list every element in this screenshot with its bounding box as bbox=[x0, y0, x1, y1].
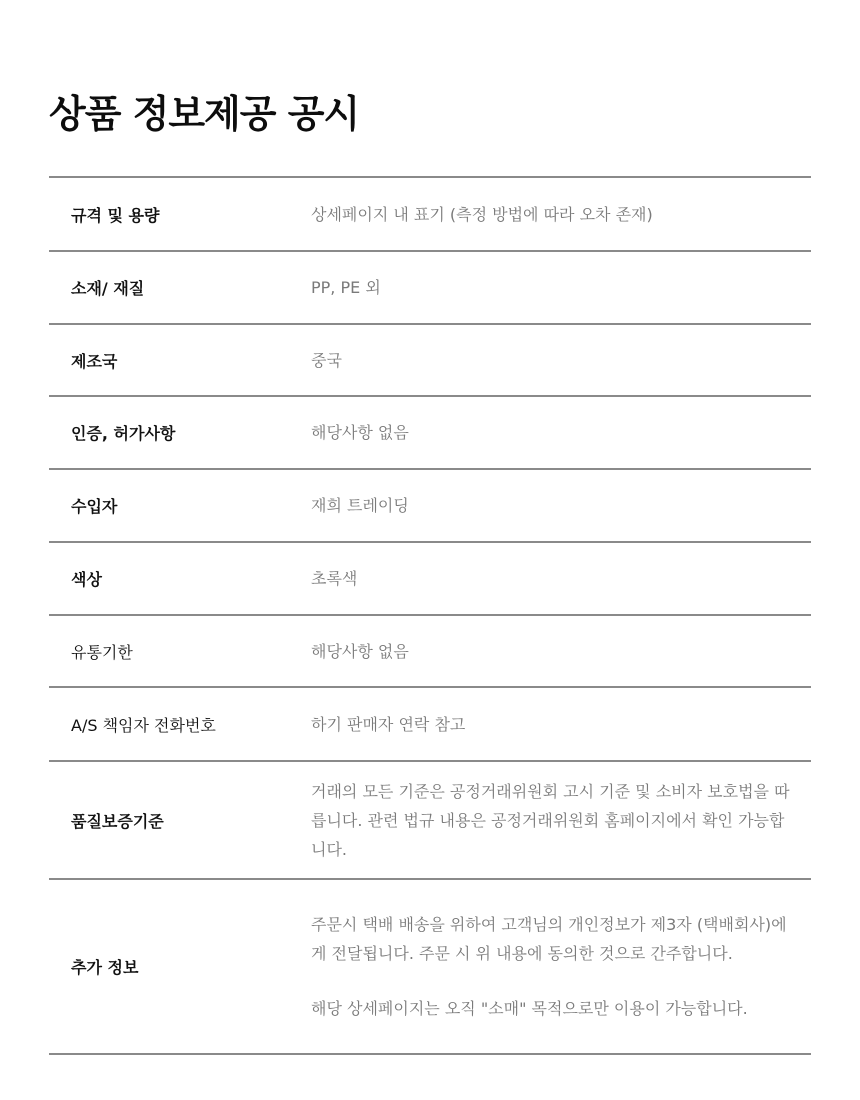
row-value: 해당사항 없음 bbox=[311, 423, 409, 442]
row-label: 규격 및 용량 bbox=[71, 205, 160, 225]
table-row-quality-standard bbox=[49, 762, 811, 880]
row-label: 색상 bbox=[71, 570, 102, 589]
table-row-material bbox=[49, 252, 811, 325]
table-row-expiry bbox=[49, 616, 811, 688]
notice-text: 해당 상세페이지는 오직 "소매" 목적으로만 이용이 가능합니다. bbox=[311, 999, 748, 1018]
row-value: PP, PE 외 bbox=[311, 278, 381, 297]
row-label: 유통기한 bbox=[71, 642, 133, 662]
row-label: 소재/ 재질 bbox=[71, 279, 145, 298]
table-row-importer bbox=[49, 470, 811, 543]
row-value: 초록색 bbox=[311, 569, 358, 588]
row-label: 수입자 bbox=[71, 497, 118, 516]
table-row-additional-info bbox=[49, 880, 811, 1055]
row-value: 해당사항 없음 bbox=[311, 641, 409, 661]
row-value: 거래의 모든 기준은 공정거래위원회 고시 기준 및 소비자 보호법을 따릅니다. 관련 법규 내용은 공정거래위원회 홈페이지에서 확인 가능합니다. bbox=[311, 781, 790, 859]
page-title: 상품 정보제공 공시 bbox=[49, 92, 360, 136]
row-value: 상세페이지 내 표기 (측정 방법에 따라 오차 존재) bbox=[311, 204, 653, 224]
row-label: 인증, 허가사항 bbox=[71, 424, 176, 443]
info-table bbox=[49, 176, 811, 1055]
notice-text: 주문시 택배 배송을 위하여 고객님의 개인정보가 제3자 (택배회사)에게 전달됩니다. 주문 시 위 내용에 동의한 것으로 간주합니다. bbox=[311, 915, 787, 963]
row-value: 재희 트레이딩 bbox=[311, 496, 409, 515]
table-row-as-contact bbox=[49, 688, 811, 762]
row-value: 중국 bbox=[311, 350, 342, 370]
row-label: 제조국 bbox=[71, 351, 118, 371]
row-label: 추가 정보 bbox=[71, 958, 139, 977]
table-row-size bbox=[49, 178, 811, 252]
row-label: 품질보증기준 bbox=[71, 811, 164, 831]
row-value bbox=[311, 910, 811, 1023]
table-row-color bbox=[49, 543, 811, 616]
row-label: A/S 책임자 전화번호 bbox=[71, 715, 216, 735]
table-row-certification bbox=[49, 397, 811, 470]
table-row-origin bbox=[49, 325, 811, 397]
row-value: 하기 판매자 연락 참고 bbox=[311, 714, 466, 734]
